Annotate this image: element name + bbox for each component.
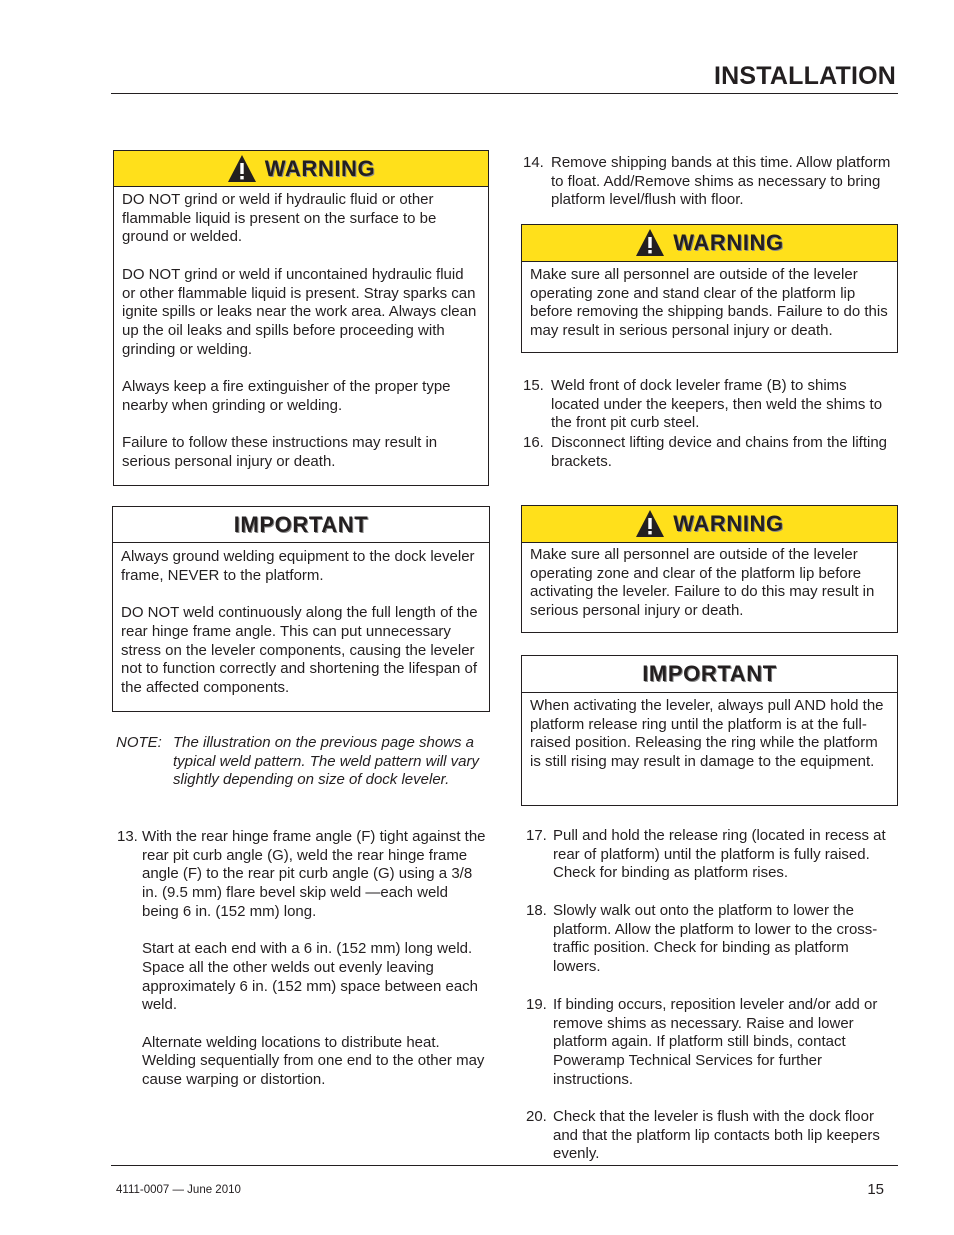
step-15 [523,377,893,435]
step-text: Weld front of dock leveler frame (B) to shims located under the keepers, then weld the shims to the front pit curb steel. [551,377,883,432]
step-20 [526,1108,896,1166]
step-text: Remove shipping bands at this time. Allow platform to float. Add/Remove shims as necessary to bring platform level/flush with floor. [551,154,891,209]
step-number: 16. [523,434,544,451]
step-text: Pull and hold the release ring (located in recess at rear of platform) until the platform is fully raised. Check for binding as platform rises. [553,827,886,882]
step-number: 15. [523,377,544,394]
page-number: 15 [867,1181,884,1198]
step-19 [526,996,896,1092]
step-text: Check that the leveler is flush with the dock floor and that the platform lip contacts both lip keepers evenly. [553,1108,880,1163]
important-header [522,656,897,693]
warning-triangle-icon [635,509,665,539]
step-number: 19. [526,996,547,1013]
important-title: IMPORTANT [233,511,369,537]
header-divider [111,93,898,94]
warning-body [114,187,488,472]
warning-box-shipping-bands [521,224,898,353]
step-paragraph: With the rear hinge frame angle (F) tight against the rear pit curb angle (G), weld the rear hinge frame angle (F) to the rear pit curb angle (G) using a 3/8 in. (9.5 mm) flare bevel skip weld —each weld being 6 in. (152 mm) long. [142,828,486,920]
important-paragraph: Always ground welding equipment to the dock leveler frame, NEVER to the platform. [121,548,475,584]
warning-triangle-icon [635,228,665,258]
important-header [113,507,489,543]
step-13 [117,828,497,1098]
note [116,734,496,814]
warning-paragraph: Make sure all personnel are outside of the leveler operating zone and stand clear of the platform lip before removing the shipping bands. Failure to do this may result in serious personal injury or death. [530,266,888,340]
warning-title: WARNING [264,155,376,181]
important-title: IMPORTANT [642,661,777,686]
warning-title: WARNING [673,230,784,255]
footer-divider [111,1165,898,1166]
warning-title: WARNING [673,511,784,536]
important-body [522,693,897,772]
important-paragraph: DO NOT weld continuously along the full length of the rear hinge frame angle. This can put unnecessary stress on the leveler components, causing the leveler not to function correctly and shortening the lifespan of the affected components. [121,604,478,696]
important-box-release-ring [521,655,898,806]
important-body [113,543,489,698]
note-label: NOTE: [116,734,162,751]
step-paragraph: Start at each end with a 6 in. (152 mm) long weld. Space all the other welds out evenly leaving approximately 6 in. (152 mm) space between each weld. [142,940,479,1014]
warning-header [522,506,897,543]
step-number: 14. [523,154,544,171]
important-paragraph: When activating the leveler, always pull AND hold the platform release ring until the platform is at the full-raised position. Releasing the ring while the platform is still rising may result in damage to the equipment. [530,697,884,771]
warning-body [522,543,897,621]
warning-box-grinding [113,150,489,486]
warning-paragraph: Always keep a fire extinguisher of the proper type nearby when grinding or welding. [122,378,451,414]
step-number: 18. [526,902,547,919]
step-text: Slowly walk out onto the platform to lower the platform. Allow the platform to lower to the cross-traffic position. Check for binding as platform lowers. [553,902,878,976]
important-box-grounding [112,506,490,712]
step-number: 20. [526,1108,547,1125]
warning-header [114,151,488,187]
page-title: INSTALLATION [713,62,896,90]
step-text: If binding occurs, reposition leveler and/or add or remove shims as necessary. Raise and lower platform again. If platform still binds, contact Poweramp Technical Services for further instructions. [553,996,878,1088]
step-text: Disconnect lifting device and chains from the lifting brackets. [551,434,888,470]
warning-paragraph: DO NOT grind or weld if hydraulic fluid or other flammable liquid is present on the surface to be ground or welded. [122,191,437,246]
step-16 [523,434,893,474]
warning-header [522,225,897,262]
document-id: 4111-0007 — June 2010 [116,1184,241,1196]
step-number: 17. [526,827,547,844]
step-18 [526,902,896,980]
warning-paragraph: Failure to follow these instructions may result in serious personal injury or death. [122,434,438,470]
step-number: 13. [117,828,138,845]
step-text [142,828,487,1090]
warning-triangle-icon [227,154,257,184]
note-text: The illustration on the previous page shows a typical weld pattern. The weld pattern will vary slightly depending on size of dock leveler. [173,734,479,789]
warning-box-activating [521,505,898,633]
warning-paragraph: Make sure all personnel are outside of the leveler operating zone and clear of the platform lip before activating the leveler. Failure to do this may result in serious personal injury or death. [530,546,875,620]
warning-body [522,262,897,341]
step-14 [523,154,893,214]
step-17 [526,827,896,885]
step-paragraph: Alternate welding locations to distribute heat. Welding sequentially from one end to the other may cause warping or distortion. [142,1033,485,1089]
warning-paragraph: DO NOT grind or weld if uncontained hydraulic fluid or other flammable liquid is present. Stray sparks can ignite spills or leaks near the work area. Always clean up the oil leaks and spills before proceeding with grinding or welding. [122,265,477,358]
